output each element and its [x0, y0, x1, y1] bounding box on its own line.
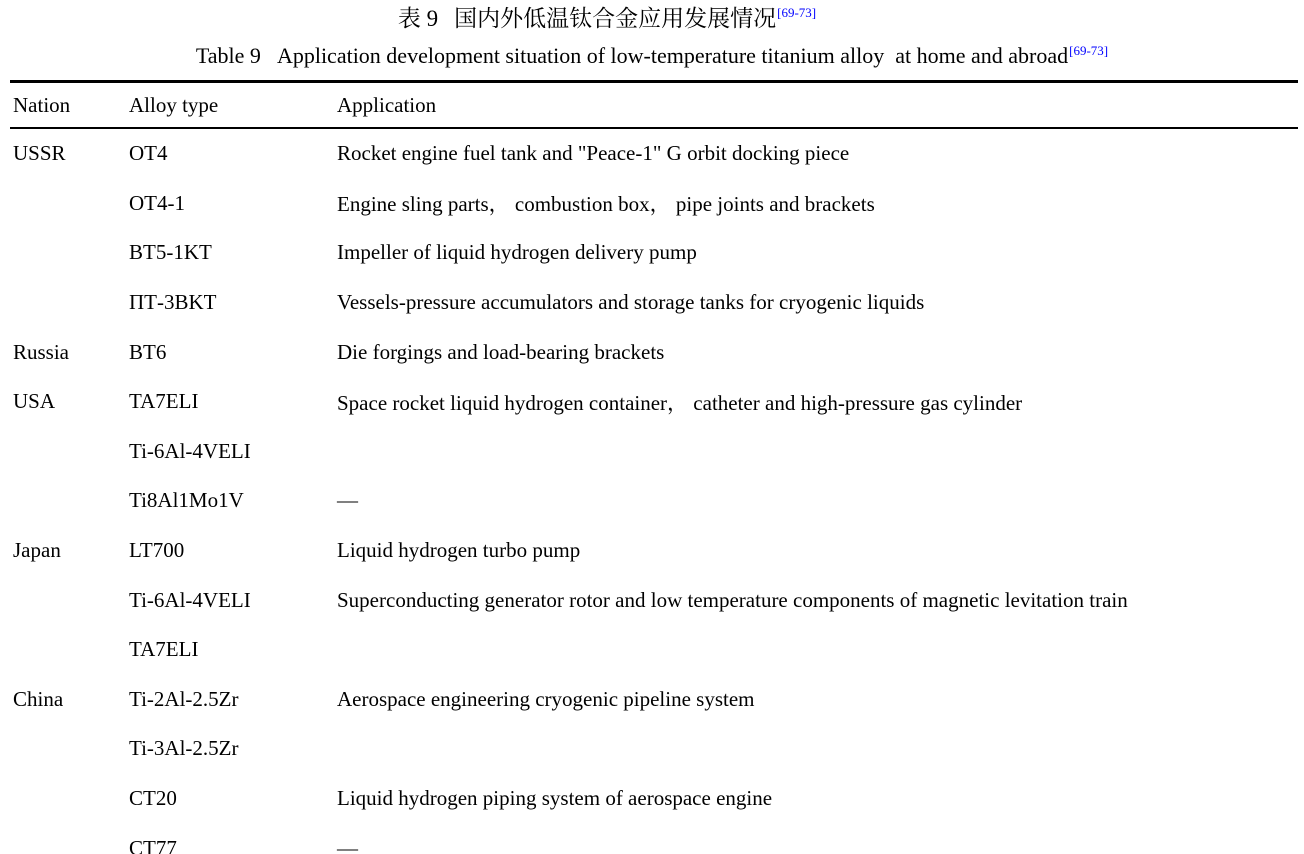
nation-cell: China [13, 686, 64, 711]
alloy-type-cell: TA7ELI [129, 637, 199, 662]
table-row [10, 327, 1298, 377]
application-cell [336, 427, 1298, 477]
application-cell: — [337, 835, 358, 854]
application-cell: Die forgings and load-bearing brackets [337, 339, 665, 364]
nation-cell [10, 575, 128, 625]
table-row [10, 377, 1298, 427]
table-row [10, 427, 1298, 477]
application-cell: Impeller of liquid hydrogen delivery pump [337, 240, 697, 265]
table-row [10, 526, 1298, 576]
nation-cell [10, 427, 128, 477]
alloy-type-cell: Ti-6Al-4VELI [129, 587, 251, 612]
alloy-type-cell: ПТ-3BKT [129, 290, 217, 315]
table-row [10, 179, 1298, 229]
alloy-type-cell: CT20 [129, 786, 177, 811]
table-title-cn-text: 国内外低温钛合金应用发展情况 [454, 6, 777, 31]
nation-cell [10, 823, 128, 854]
column-header-alloy-type: Alloy type [128, 82, 336, 129]
alloy-type-cell: BT6 [129, 339, 167, 364]
table-number-cn: 表 9 [397, 6, 439, 31]
table-row [10, 724, 1298, 774]
application-cell: Aerospace engineering cryogenic pipeline system [337, 686, 755, 711]
alloy-type-cell: LT700 [129, 538, 185, 563]
alloy-type-cell: BT5-1KT [129, 240, 212, 265]
citation-ref-en[interactable]: [69-73] [1069, 42, 1109, 58]
alloy-type-cell: Ti8Al1Mo1V [129, 488, 244, 513]
table-title-english [0, 42, 1304, 70]
nation-cell [10, 179, 128, 229]
table-row [10, 575, 1298, 625]
alloy-type-cell: OT4 [129, 141, 168, 166]
alloy-type-cell: TA7ELI [129, 389, 199, 414]
nation-cell [10, 625, 128, 675]
application-cell: Engine sling parts， combustion box， pipe joints and brackets [337, 192, 875, 217]
table-header-row [10, 82, 1298, 129]
alloy-type-cell: OT4-1 [129, 190, 185, 215]
application-cell: Rocket engine fuel tank and "Peace-1" G orbit docking piece [337, 141, 850, 166]
alloy-type-cell: Ti-6Al-4VELI [129, 438, 251, 463]
alloy-type-cell: Ti-2Al-2.5Zr [129, 686, 239, 711]
nation-cell: USA [13, 389, 56, 414]
application-cell: Space rocket liquid hydrogen container， catheter and high-pressure gas cylinder [337, 390, 1023, 415]
application-cell: Superconducting generator rotor and low temperature components of magnetic levitation train [337, 587, 1128, 612]
nation-cell [10, 228, 128, 278]
table-title-chinese [0, 5, 1259, 33]
nation-cell: Japan [13, 538, 61, 563]
application-cell [336, 625, 1298, 675]
table-title-en-text: Application development situation of low-temperature titanium alloy at home and abroad [276, 43, 1069, 68]
column-header-application: Application [336, 82, 1298, 129]
nation-cell: Russia [13, 339, 70, 364]
application-cell [336, 724, 1298, 774]
column-header-nation: Nation [10, 82, 128, 129]
table-row [10, 228, 1298, 278]
nation-cell: USSR [13, 141, 66, 166]
alloy-type-cell: Ti-3Al-2.5Zr [129, 736, 239, 761]
alloy-type-cell: CT77 [129, 835, 177, 854]
application-cell: Liquid hydrogen turbo pump [337, 538, 581, 563]
table-row [10, 278, 1298, 328]
table-row [10, 476, 1298, 526]
nation-cell [10, 476, 128, 526]
table-row [10, 675, 1298, 725]
table-row [10, 774, 1298, 824]
nation-cell [10, 724, 128, 774]
application-table [10, 80, 1298, 854]
table-row [10, 128, 1298, 179]
table-row [10, 823, 1298, 854]
application-cell: Liquid hydrogen piping system of aerospace engine [337, 786, 773, 811]
application-cell: Vessels-pressure accumulators and storage tanks for cryogenic liquids [337, 290, 925, 315]
table-row [10, 625, 1298, 675]
nation-cell [10, 278, 128, 328]
nation-cell [10, 774, 128, 824]
application-cell: — [337, 488, 358, 513]
table-number-en: Table 9 [195, 43, 261, 68]
citation-ref-cn[interactable]: [69-73] [777, 5, 817, 21]
